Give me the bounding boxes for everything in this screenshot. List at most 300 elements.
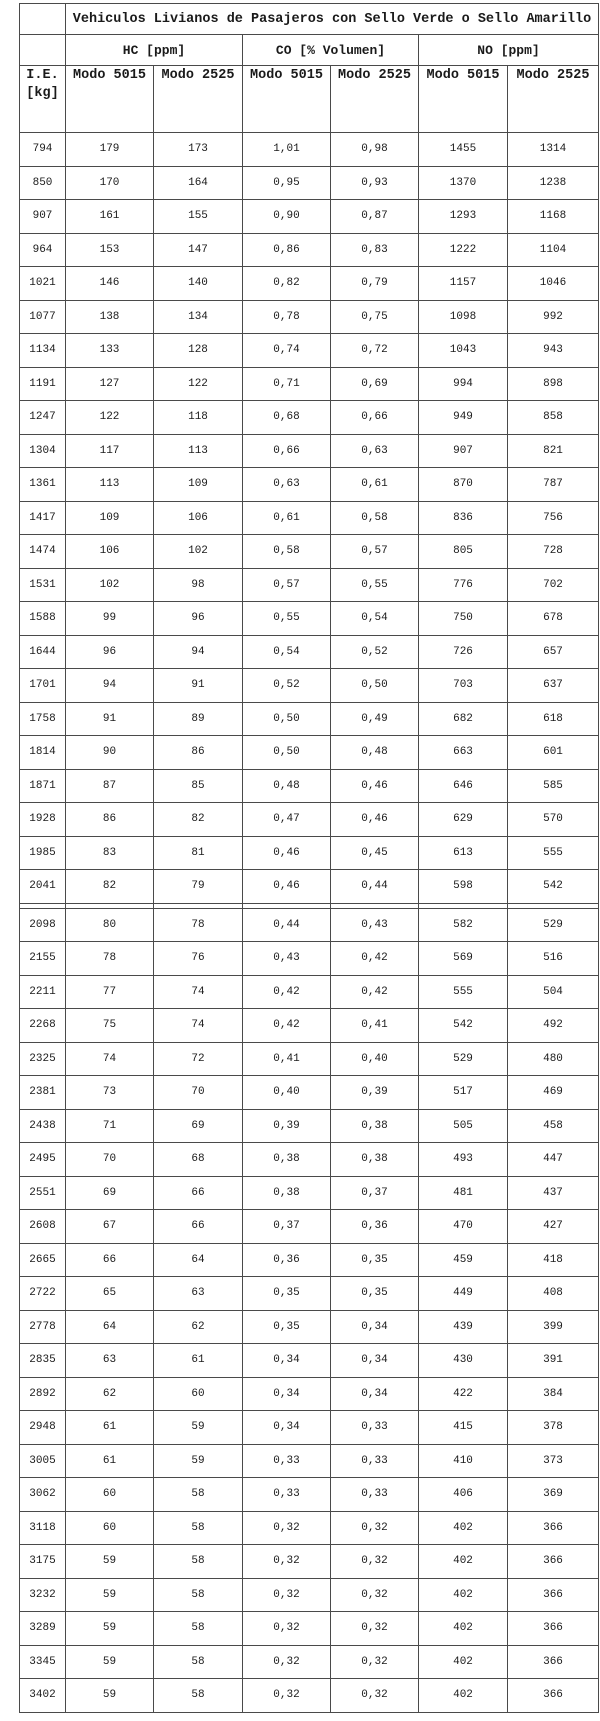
ie-cell: 2098 bbox=[20, 908, 66, 942]
co-2525-cell: 0,61 bbox=[331, 468, 419, 502]
co-5015-cell: 0,68 bbox=[243, 401, 331, 435]
hc-5015-cell: 75 bbox=[66, 1009, 154, 1043]
no-2525-cell: 418 bbox=[508, 1243, 599, 1277]
co-5015-cell: 1,01 bbox=[243, 133, 331, 167]
ie-cell: 2041 bbox=[20, 870, 66, 904]
ie-cell: 3289 bbox=[20, 1612, 66, 1646]
hc-2525-cell: 82 bbox=[154, 803, 243, 837]
table-row bbox=[20, 1176, 599, 1210]
hc-5015-cell: 82 bbox=[66, 870, 154, 904]
hc-2525-cell: 79 bbox=[154, 870, 243, 904]
no-5015-cell: 907 bbox=[419, 434, 508, 468]
co-2525-cell: 0,57 bbox=[331, 535, 419, 569]
ie-cell: 2381 bbox=[20, 1076, 66, 1110]
no-2525-cell: 366 bbox=[508, 1645, 599, 1679]
ie-cell: 3345 bbox=[20, 1645, 66, 1679]
no-2525-cell: 898 bbox=[508, 367, 599, 401]
co-2525-cell: 0,58 bbox=[331, 501, 419, 535]
ie-cell: 1134 bbox=[20, 334, 66, 368]
hc-2525-cell: 78 bbox=[154, 908, 243, 942]
co-5015-cell: 0,40 bbox=[243, 1076, 331, 1110]
co-5015-cell: 0,38 bbox=[243, 1176, 331, 1210]
ie-cell: 2495 bbox=[20, 1143, 66, 1177]
no-2525-cell: 1314 bbox=[508, 133, 599, 167]
no-5015-cell: 663 bbox=[419, 736, 508, 770]
hc-5015-cell: 67 bbox=[66, 1210, 154, 1244]
ie-cell: 1361 bbox=[20, 468, 66, 502]
emissions-limits-document bbox=[19, 3, 598, 1713]
no-2525-cell: 504 bbox=[508, 975, 599, 1009]
no-5015-cell: 415 bbox=[419, 1411, 508, 1445]
table-row bbox=[20, 568, 599, 602]
table-row bbox=[20, 1478, 599, 1512]
no-2525-cell: 992 bbox=[508, 300, 599, 334]
co-2525-cell: 0,79 bbox=[331, 267, 419, 301]
ie-cell: 2892 bbox=[20, 1377, 66, 1411]
hc-5015-cell: 91 bbox=[66, 702, 154, 736]
hc-2525-cell: 72 bbox=[154, 1042, 243, 1076]
co-2525-cell: 0,35 bbox=[331, 1277, 419, 1311]
table-row bbox=[20, 908, 599, 942]
co-2525-cell: 0,46 bbox=[331, 769, 419, 803]
ie-cell: 3175 bbox=[20, 1545, 66, 1579]
co-2525-cell: 0,42 bbox=[331, 975, 419, 1009]
co-2525-cell: 0,32 bbox=[331, 1511, 419, 1545]
hc-5015-cell: 61 bbox=[66, 1444, 154, 1478]
hc-2525-cell: 59 bbox=[154, 1411, 243, 1445]
hc-2525-cell: 66 bbox=[154, 1210, 243, 1244]
no-2525-cell: 1238 bbox=[508, 166, 599, 200]
hc-5015-cell: 59 bbox=[66, 1578, 154, 1612]
table-row bbox=[20, 669, 599, 703]
hc-5015-cell: 59 bbox=[66, 1679, 154, 1713]
table-row bbox=[20, 367, 599, 401]
no-5015-cell: 703 bbox=[419, 669, 508, 703]
co-5015-cell: 0,42 bbox=[243, 975, 331, 1009]
co-5015-cell: 0,48 bbox=[243, 769, 331, 803]
no-2525-cell: 585 bbox=[508, 769, 599, 803]
no-2525-cell: 427 bbox=[508, 1210, 599, 1244]
table-row bbox=[20, 300, 599, 334]
no-5015-cell: 1043 bbox=[419, 334, 508, 368]
hc-5015-cell: 80 bbox=[66, 908, 154, 942]
hc-5015-cell: 70 bbox=[66, 1143, 154, 1177]
co-5015-cell: 0,71 bbox=[243, 367, 331, 401]
no-5015-cell: 1293 bbox=[419, 200, 508, 234]
ie-cell: 1871 bbox=[20, 769, 66, 803]
no-2525-cell: 516 bbox=[508, 942, 599, 976]
no-5015-cell: 402 bbox=[419, 1511, 508, 1545]
co-2525-cell: 0,32 bbox=[331, 1679, 419, 1713]
hc-5015-cell: 59 bbox=[66, 1545, 154, 1579]
table-row bbox=[20, 267, 599, 301]
co-5015-cell: 0,55 bbox=[243, 602, 331, 636]
co-2525-cell: 0,39 bbox=[331, 1076, 419, 1110]
co-2525-cell: 0,66 bbox=[331, 401, 419, 435]
co-2525-cell: 0,32 bbox=[331, 1612, 419, 1646]
no-2525-cell: 378 bbox=[508, 1411, 599, 1445]
co-5015-cell: 0,36 bbox=[243, 1243, 331, 1277]
table-row bbox=[20, 1377, 599, 1411]
co-2525-cell: 0,72 bbox=[331, 334, 419, 368]
co-2525-cell: 0,54 bbox=[331, 602, 419, 636]
table-row bbox=[20, 1612, 599, 1646]
emissions-limits-table bbox=[19, 3, 599, 1713]
no-5015-cell: 805 bbox=[419, 535, 508, 569]
no-5015-cell: 410 bbox=[419, 1444, 508, 1478]
no-5015-cell: 402 bbox=[419, 1578, 508, 1612]
no-5015-cell: 470 bbox=[419, 1210, 508, 1244]
hc-2525-cell: 58 bbox=[154, 1478, 243, 1512]
corner-cell bbox=[20, 4, 66, 35]
group-header-co: CO [% Volumen] bbox=[243, 35, 419, 66]
no-5015-cell: 430 bbox=[419, 1344, 508, 1378]
no-2525-cell: 437 bbox=[508, 1176, 599, 1210]
no-5015-cell: 555 bbox=[419, 975, 508, 1009]
table-row bbox=[20, 975, 599, 1009]
hc-5015-cell: 94 bbox=[66, 669, 154, 703]
table-row bbox=[20, 1545, 599, 1579]
table-row bbox=[20, 1578, 599, 1612]
hc-2525-cell: 58 bbox=[154, 1545, 243, 1579]
ie-cell: 1644 bbox=[20, 635, 66, 669]
table-row bbox=[20, 334, 599, 368]
no-2525-cell: 1046 bbox=[508, 267, 599, 301]
co-5015-cell: 0,33 bbox=[243, 1444, 331, 1478]
hc-5015-cell: 65 bbox=[66, 1277, 154, 1311]
hc-5015-cell: 64 bbox=[66, 1310, 154, 1344]
no-5015-cell: 646 bbox=[419, 769, 508, 803]
table-row bbox=[20, 1042, 599, 1076]
hc-5015-cell: 96 bbox=[66, 635, 154, 669]
co-5015-cell: 0,74 bbox=[243, 334, 331, 368]
table-row bbox=[20, 836, 599, 870]
hc-2525-cell: 86 bbox=[154, 736, 243, 770]
hc-2525-cell: 81 bbox=[154, 836, 243, 870]
ie-cell: 1701 bbox=[20, 669, 66, 703]
no-2525-cell: 447 bbox=[508, 1143, 599, 1177]
co-2525-cell: 0,49 bbox=[331, 702, 419, 736]
no-2525-cell: 657 bbox=[508, 635, 599, 669]
no-5015-cell: 994 bbox=[419, 367, 508, 401]
co-5015-cell: 0,32 bbox=[243, 1679, 331, 1713]
ie-cell: 2211 bbox=[20, 975, 66, 1009]
table-row bbox=[20, 401, 599, 435]
co-2525-cell: 0,98 bbox=[331, 133, 419, 167]
no-5015-cell: 481 bbox=[419, 1176, 508, 1210]
no-2525-cell: 369 bbox=[508, 1478, 599, 1512]
no-5015-cell: 613 bbox=[419, 836, 508, 870]
ie-cell: 3005 bbox=[20, 1444, 66, 1478]
table-row bbox=[20, 942, 599, 976]
hc-5015-cell: 102 bbox=[66, 568, 154, 602]
no-5015-cell: 529 bbox=[419, 1042, 508, 1076]
co-5015-cell: 0,46 bbox=[243, 836, 331, 870]
hc-2525-cell: 58 bbox=[154, 1511, 243, 1545]
co-2525-cell: 0,83 bbox=[331, 233, 419, 267]
no-2525-cell: 1104 bbox=[508, 233, 599, 267]
hc-5015-cell: 60 bbox=[66, 1478, 154, 1512]
co-5015-cell: 0,32 bbox=[243, 1578, 331, 1612]
hc-5015-cell: 146 bbox=[66, 267, 154, 301]
ie-cell: 1985 bbox=[20, 836, 66, 870]
no-5015-cell: 1098 bbox=[419, 300, 508, 334]
co-2525-cell: 0,44 bbox=[331, 870, 419, 904]
ie-cell: 2835 bbox=[20, 1344, 66, 1378]
co-2525-cell: 0,36 bbox=[331, 1210, 419, 1244]
hc-2525-cell: 70 bbox=[154, 1076, 243, 1110]
co-5015-cell: 0,32 bbox=[243, 1645, 331, 1679]
co-5015-cell: 0,35 bbox=[243, 1277, 331, 1311]
ie-cell: 3062 bbox=[20, 1478, 66, 1512]
no-5015-cell: 459 bbox=[419, 1243, 508, 1277]
ie-cell: 850 bbox=[20, 166, 66, 200]
mode-header-hc-5015: Modo 5015 bbox=[66, 66, 154, 133]
no-5015-cell: 517 bbox=[419, 1076, 508, 1110]
no-5015-cell: 1157 bbox=[419, 267, 508, 301]
co-2525-cell: 0,38 bbox=[331, 1109, 419, 1143]
co-5015-cell: 0,50 bbox=[243, 702, 331, 736]
corner-cell bbox=[20, 35, 66, 66]
table-row bbox=[20, 1076, 599, 1110]
no-2525-cell: 366 bbox=[508, 1679, 599, 1713]
no-5015-cell: 569 bbox=[419, 942, 508, 976]
no-2525-cell: 678 bbox=[508, 602, 599, 636]
co-2525-cell: 0,32 bbox=[331, 1578, 419, 1612]
co-5015-cell: 0,32 bbox=[243, 1511, 331, 1545]
co-2525-cell: 0,63 bbox=[331, 434, 419, 468]
no-5015-cell: 750 bbox=[419, 602, 508, 636]
ie-cell: 2438 bbox=[20, 1109, 66, 1143]
co-2525-cell: 0,33 bbox=[331, 1444, 419, 1478]
ie-cell: 3118 bbox=[20, 1511, 66, 1545]
ie-cell: 2325 bbox=[20, 1042, 66, 1076]
co-5015-cell: 0,32 bbox=[243, 1612, 331, 1646]
no-2525-cell: 601 bbox=[508, 736, 599, 770]
hc-2525-cell: 74 bbox=[154, 975, 243, 1009]
no-2525-cell: 618 bbox=[508, 702, 599, 736]
hc-2525-cell: 66 bbox=[154, 1176, 243, 1210]
no-5015-cell: 949 bbox=[419, 401, 508, 435]
co-2525-cell: 0,33 bbox=[331, 1478, 419, 1512]
co-5015-cell: 0,47 bbox=[243, 803, 331, 837]
hc-5015-cell: 62 bbox=[66, 1377, 154, 1411]
ie-cell: 1928 bbox=[20, 803, 66, 837]
co-2525-cell: 0,33 bbox=[331, 1411, 419, 1445]
no-5015-cell: 449 bbox=[419, 1277, 508, 1311]
no-5015-cell: 598 bbox=[419, 870, 508, 904]
co-2525-cell: 0,43 bbox=[331, 908, 419, 942]
hc-2525-cell: 147 bbox=[154, 233, 243, 267]
co-5015-cell: 0,34 bbox=[243, 1377, 331, 1411]
ie-cell: 907 bbox=[20, 200, 66, 234]
table-row bbox=[20, 233, 599, 267]
no-5015-cell: 682 bbox=[419, 702, 508, 736]
no-2525-cell: 542 bbox=[508, 870, 599, 904]
hc-5015-cell: 127 bbox=[66, 367, 154, 401]
hc-5015-cell: 73 bbox=[66, 1076, 154, 1110]
hc-2525-cell: 58 bbox=[154, 1679, 243, 1713]
no-2525-cell: 366 bbox=[508, 1545, 599, 1579]
co-5015-cell: 0,32 bbox=[243, 1545, 331, 1579]
table-row bbox=[20, 1310, 599, 1344]
group-header-no: NO [ppm] bbox=[419, 35, 599, 66]
table-title: Vehiculos Livianos de Pasajeros con Sello Verde o Sello Amarillo bbox=[66, 4, 599, 35]
no-2525-cell: 458 bbox=[508, 1109, 599, 1143]
co-5015-cell: 0,46 bbox=[243, 870, 331, 904]
co-2525-cell: 0,69 bbox=[331, 367, 419, 401]
co-5015-cell: 0,50 bbox=[243, 736, 331, 770]
hc-5015-cell: 61 bbox=[66, 1411, 154, 1445]
table-row bbox=[20, 1277, 599, 1311]
co-2525-cell: 0,35 bbox=[331, 1243, 419, 1277]
no-2525-cell: 570 bbox=[508, 803, 599, 837]
hc-5015-cell: 66 bbox=[66, 1243, 154, 1277]
hc-5015-cell: 117 bbox=[66, 434, 154, 468]
co-2525-cell: 0,75 bbox=[331, 300, 419, 334]
hc-5015-cell: 74 bbox=[66, 1042, 154, 1076]
co-2525-cell: 0,50 bbox=[331, 669, 419, 703]
hc-5015-cell: 59 bbox=[66, 1645, 154, 1679]
group-header-hc: HC [ppm] bbox=[66, 35, 243, 66]
co-5015-cell: 0,43 bbox=[243, 942, 331, 976]
no-2525-cell: 858 bbox=[508, 401, 599, 435]
hc-2525-cell: 58 bbox=[154, 1578, 243, 1612]
table-row bbox=[20, 602, 599, 636]
hc-2525-cell: 58 bbox=[154, 1612, 243, 1646]
hc-5015-cell: 106 bbox=[66, 535, 154, 569]
table-row bbox=[20, 133, 599, 167]
co-5015-cell: 0,58 bbox=[243, 535, 331, 569]
table-row bbox=[20, 1009, 599, 1043]
hc-2525-cell: 102 bbox=[154, 535, 243, 569]
co-2525-cell: 0,87 bbox=[331, 200, 419, 234]
no-2525-cell: 366 bbox=[508, 1511, 599, 1545]
hc-2525-cell: 63 bbox=[154, 1277, 243, 1311]
hc-2525-cell: 89 bbox=[154, 702, 243, 736]
ie-cell: 1758 bbox=[20, 702, 66, 736]
co-5015-cell: 0,44 bbox=[243, 908, 331, 942]
hc-2525-cell: 134 bbox=[154, 300, 243, 334]
co-2525-cell: 0,34 bbox=[331, 1377, 419, 1411]
no-5015-cell: 726 bbox=[419, 635, 508, 669]
ie-cell: 1304 bbox=[20, 434, 66, 468]
table-body bbox=[20, 133, 599, 1713]
hc-2525-cell: 62 bbox=[154, 1310, 243, 1344]
co-5015-cell: 0,82 bbox=[243, 267, 331, 301]
ie-cell: 2778 bbox=[20, 1310, 66, 1344]
mode-header-no-2525: Modo 2525 bbox=[508, 66, 599, 133]
no-2525-cell: 637 bbox=[508, 669, 599, 703]
hc-2525-cell: 173 bbox=[154, 133, 243, 167]
no-2525-cell: 821 bbox=[508, 434, 599, 468]
no-2525-cell: 408 bbox=[508, 1277, 599, 1311]
hc-5015-cell: 87 bbox=[66, 769, 154, 803]
co-2525-cell: 0,45 bbox=[331, 836, 419, 870]
ie-cell: 1191 bbox=[20, 367, 66, 401]
co-5015-cell: 0,86 bbox=[243, 233, 331, 267]
ie-cell: 1814 bbox=[20, 736, 66, 770]
ie-cell: 964 bbox=[20, 233, 66, 267]
co-2525-cell: 0,41 bbox=[331, 1009, 419, 1043]
co-2525-cell: 0,55 bbox=[331, 568, 419, 602]
no-5015-cell: 870 bbox=[419, 468, 508, 502]
table-row bbox=[20, 803, 599, 837]
co-5015-cell: 0,35 bbox=[243, 1310, 331, 1344]
hc-2525-cell: 113 bbox=[154, 434, 243, 468]
ie-header-line1: I.E. bbox=[26, 68, 59, 83]
no-5015-cell: 776 bbox=[419, 568, 508, 602]
ie-cell: 2268 bbox=[20, 1009, 66, 1043]
hc-5015-cell: 63 bbox=[66, 1344, 154, 1378]
no-5015-cell: 402 bbox=[419, 1545, 508, 1579]
co-5015-cell: 0,34 bbox=[243, 1344, 331, 1378]
ie-cell: 1417 bbox=[20, 501, 66, 535]
no-2525-cell: 373 bbox=[508, 1444, 599, 1478]
hc-5015-cell: 122 bbox=[66, 401, 154, 435]
ie-cell: 1021 bbox=[20, 267, 66, 301]
no-5015-cell: 402 bbox=[419, 1645, 508, 1679]
ie-header-line2: [kg] bbox=[26, 86, 59, 101]
table-row bbox=[20, 702, 599, 736]
table-row bbox=[20, 1143, 599, 1177]
mode-header-co-5015: Modo 5015 bbox=[243, 66, 331, 133]
co-2525-cell: 0,34 bbox=[331, 1344, 419, 1378]
co-5015-cell: 0,63 bbox=[243, 468, 331, 502]
hc-2525-cell: 60 bbox=[154, 1377, 243, 1411]
table-row bbox=[20, 535, 599, 569]
hc-5015-cell: 71 bbox=[66, 1109, 154, 1143]
table-row bbox=[20, 1411, 599, 1445]
hc-2525-cell: 155 bbox=[154, 200, 243, 234]
no-2525-cell: 555 bbox=[508, 836, 599, 870]
co-5015-cell: 0,95 bbox=[243, 166, 331, 200]
no-5015-cell: 1222 bbox=[419, 233, 508, 267]
table-row bbox=[20, 1645, 599, 1679]
co-5015-cell: 0,57 bbox=[243, 568, 331, 602]
hc-5015-cell: 170 bbox=[66, 166, 154, 200]
no-5015-cell: 406 bbox=[419, 1478, 508, 1512]
hc-5015-cell: 90 bbox=[66, 736, 154, 770]
co-2525-cell: 0,40 bbox=[331, 1042, 419, 1076]
co-2525-cell: 0,34 bbox=[331, 1310, 419, 1344]
hc-5015-cell: 83 bbox=[66, 836, 154, 870]
no-5015-cell: 505 bbox=[419, 1109, 508, 1143]
hc-2525-cell: 128 bbox=[154, 334, 243, 368]
mode-header-hc-2525: Modo 2525 bbox=[154, 66, 243, 133]
ie-header bbox=[20, 66, 66, 133]
hc-5015-cell: 99 bbox=[66, 602, 154, 636]
mode-header-co-2525: Modo 2525 bbox=[331, 66, 419, 133]
no-5015-cell: 402 bbox=[419, 1612, 508, 1646]
table-row bbox=[20, 434, 599, 468]
co-5015-cell: 0,38 bbox=[243, 1143, 331, 1177]
hc-2525-cell: 164 bbox=[154, 166, 243, 200]
table-row bbox=[20, 1344, 599, 1378]
co-2525-cell: 0,38 bbox=[331, 1143, 419, 1177]
table-row bbox=[20, 501, 599, 535]
table-row bbox=[20, 1243, 599, 1277]
hc-2525-cell: 106 bbox=[154, 501, 243, 535]
ie-cell: 1531 bbox=[20, 568, 66, 602]
no-5015-cell: 1455 bbox=[419, 133, 508, 167]
co-2525-cell: 0,48 bbox=[331, 736, 419, 770]
no-2525-cell: 702 bbox=[508, 568, 599, 602]
co-5015-cell: 0,42 bbox=[243, 1009, 331, 1043]
ie-cell: 1247 bbox=[20, 401, 66, 435]
table-row bbox=[20, 1444, 599, 1478]
ie-cell: 794 bbox=[20, 133, 66, 167]
